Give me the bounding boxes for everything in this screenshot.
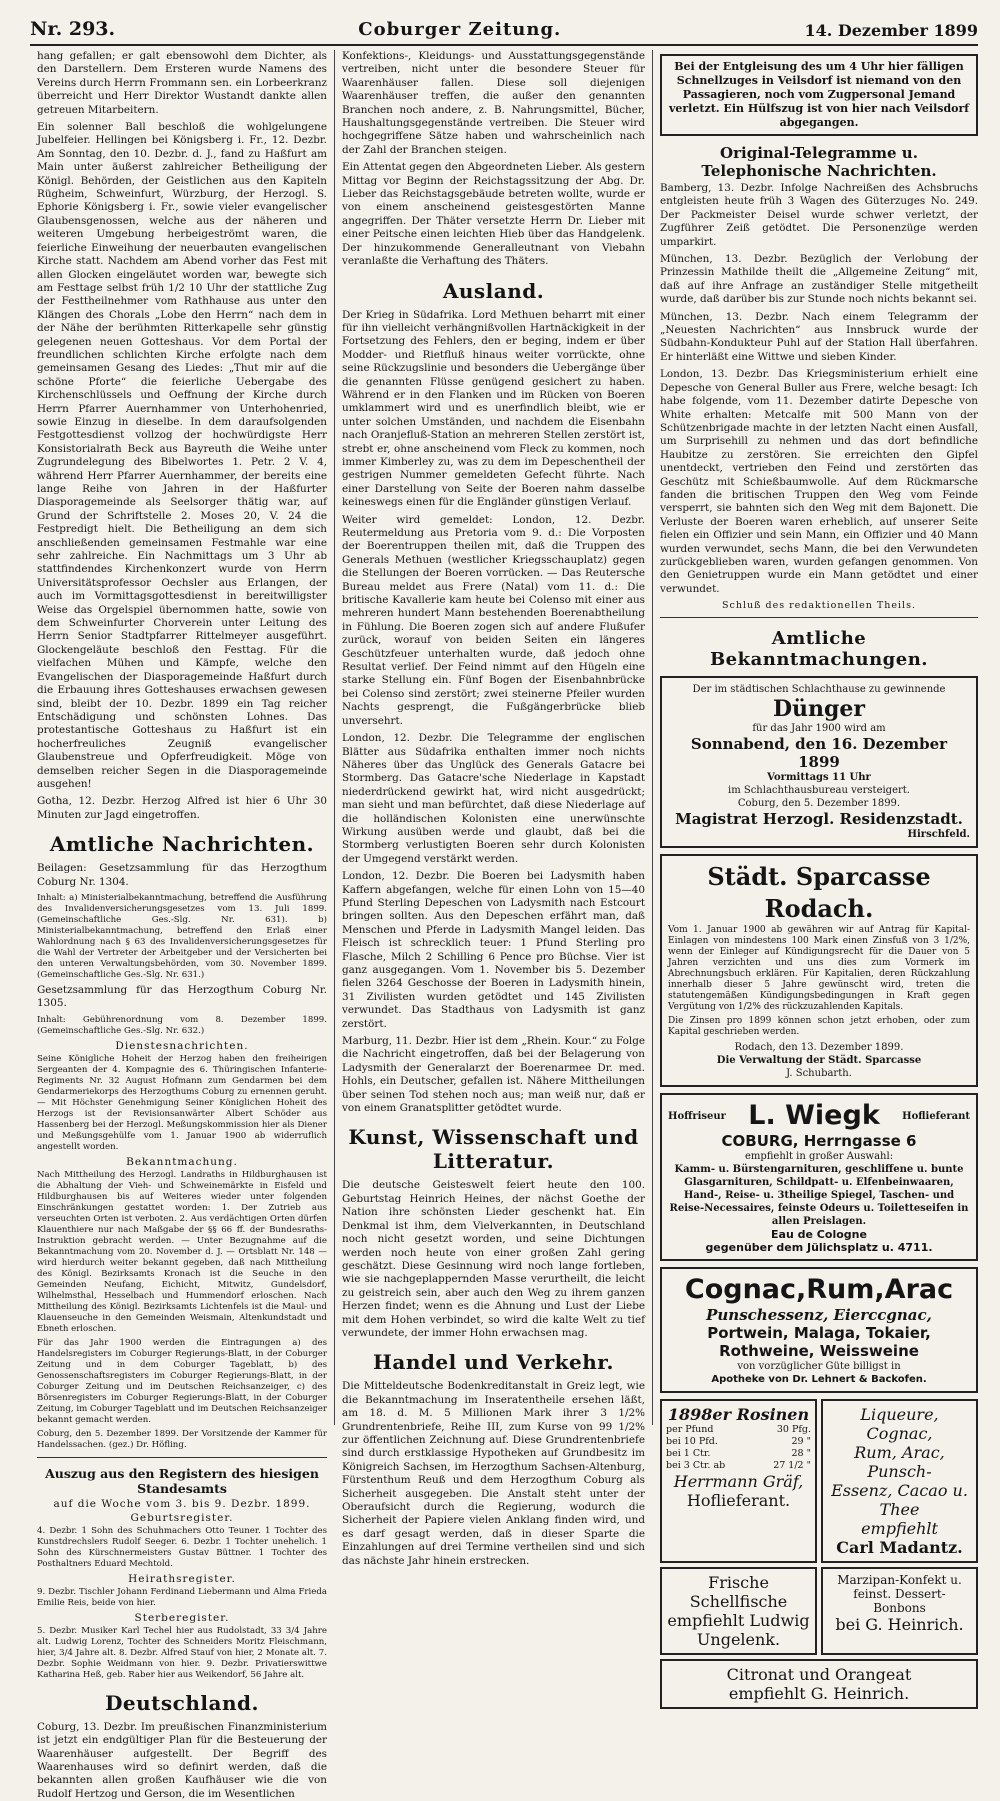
price-list <box>666 1424 811 1472</box>
price-label: bei 3 Ctr. ab <box>666 1460 726 1472</box>
ad-marzipan <box>821 1567 978 1655</box>
ad-duenger <box>660 676 978 848</box>
section-heading-amtliche-bekanntmachungen: Amtliche Bekanntmachungen. <box>709 628 929 671</box>
ad-line: Coburg, den 5. Dezember 1899. <box>737 798 901 810</box>
telegram-paragraph: Bamberg, 13. Dezbr. Infolge Nachreißen des Achsbruchs entgleisten heute früh 3 Wagen des Güterzuges No. 249. Der Packmeister Deisel wurde schwer verletzt, der Zugführer Zeiß getödtet. Die Personenzüge werden umparkirt. <box>660 182 978 248</box>
price-label: bei 10 Pfd. <box>666 1436 718 1448</box>
telegram-paragraph: London, 13. Dezbr. Das Kriegsministerium erhielt eine Depesche von General Buller aus Frere, welche besagt: Ich habe folgende, vom 11. Dezember datirte Depesche von White erhalten: Metcalfe mit 500 Mann von der Schützenbrigade machte in der letzten Nacht einen Ausfall, um Surprisehill zu nehmen und das dort befindliche Haubitze zu zerstören. Sie erreichten den Gipfel unentdeckt, vertrieben den Feind und zerstörten das Geschütz mit Schießbaumwolle. Auf dem Rückmarsche fanden die britischen Truppen den Weg vom Feinde versperrt, sie bahnten sich den Weg mit dem Bajonett. Die Verluste der Boeren waren erheblich, auf unserer Seite fielen ein Offizier und sein Mann, ein Offizier und 40 Mann wurden verwundet, sechs Mann, die bei den Verwundeten zurückgeblieben waren, wurden gefangen genommen. Von den Genietruppen wurde ein Mann getödtet und einer verwundet. <box>660 368 978 595</box>
gesetz-line: Gesetzsammlung für das Herzogthum Coburg Nr. 1305. <box>37 983 327 1010</box>
ad-line: Rum, Arac, Punsch- <box>854 1443 945 1482</box>
ad-name: Hirschfeld. <box>907 829 970 841</box>
small-paragraph: Seine Königliche Hoheit der Herzog haben den freiheirigen Sergeanten der 4. Kompagnie des 6. Thüringischen Infanterie-Regiments Nr. 32 August Hofmann zum Gendarmen bei dem Gendarmeriekorps des Herzogthums Coburg zu ernennen geruht. — Mit Höchster Genehmigung Seiner Königlichen Hoheit des Herzogs ist der Revisionsanwärter Albert Schöder aus Hassenberg bei der Herzogl. Meßungskommission hier als Diener und Meßungsgehülfe vom 1. Januar 1900 ab widerruflich angestellt worden. <box>37 1053 327 1152</box>
article-paragraph: Weiter wird gemeldet: London, 12. Dezbr. Reutermeldung aus Pretoria vom 9. d.: Die Vorposten der Boerentruppen theilen mit, daß die Truppen des Generals Methuen (westlicher Kriegsschauplatz) gegen die Stellungen der Boeren vorrücken. — Das Reutersche Bureau meldet aus Frere (Natal) vom 11. d.: Die britische Kavallerie kam heute bei Colenso mit einer aus mehreren hundert Mann bestehenden Boerenabtheilung in Fühlung. Die Boeren zogen sich auf andere Flußufer zurück, worauf von beiden Seiten ein längeres Geschützfeuer unterhalten wurde, daß jedoch ohne Resultat verlief. Der Feind nimmt auf den Hügeln eine starke Stellung ein. Fünf Bogen der Eisenbahnbrücke bei Colenso sind zerstört; zwei steinerne Pfeiler wurden Nachts gesprengt, die Fußgängerbrücke blieb unversehrt. <box>342 513 645 727</box>
ad-line: gegenüber dem Jülichsplatz u. 4711. <box>705 1241 933 1255</box>
small-ads-row <box>660 1659 978 1709</box>
section-heading-ausland: Ausland. <box>442 278 545 303</box>
ad-sub: empfiehlt Ludwig Ungelenk. <box>667 1611 810 1650</box>
small-paragraph: 9. Dezbr. Tischler Johann Ferdinand Liebermann und Alma Frieda Emilie Reis, beide von hier. <box>37 1586 327 1608</box>
ad-cognac <box>660 1267 978 1393</box>
section-heading-telegramme: Original-Telegramme u. Telephonische Nachrichten. <box>701 144 937 180</box>
subheading-dienst: Dienstesnachrichten. <box>115 1039 249 1052</box>
small-ads-row <box>660 1399 978 1563</box>
ad-line: Apotheke von Dr. Lehnert & Backofen. <box>711 1374 927 1386</box>
ad-text: Vom 1. Januar 1900 ab gewähren wir auf Antrag für Kapital-Einlagen von mindestens 100 Mark einen Zinsfuß von 3 1/2%, wenn der Einleger auf Kündigungsrecht für die Dauer von 5 Jahren verzichten und uns dies zum Vormerk im Abrechnungsbuch erklären. Für Kapitalien, deren Rückzahlung innerhalb dieser 5 Jahre gewünscht wird, treten die statutengemäßen Kündigungsbedingungen in Kraft gegen Vergütung von 1/2% des rückzuzahlenden Kapitals. <box>668 925 970 1013</box>
price-value: 30 Pfg. <box>776 1424 811 1436</box>
ad-line: Rodach, den 13. Dezember 1899. <box>734 1042 904 1054</box>
ad-line: von vorzüglicher Güte billigst in <box>737 1361 901 1373</box>
ad-schellfische <box>660 1567 817 1655</box>
article-paragraph: London, 12. Dezbr. Die Boeren bei Ladysmith haben Kaffern abgefangen, welche für einen Lohn von 15—40 Pfund Sterling Depeschen von Ladysmith nach Estcourt bringen sollten. Aus den Depeschen erfährt man, daß Menschen und Pferde in Ladysmith Mangel leiden. Das Fleisch ist schrecklich teuer: 1 Pfund Sterling pro Flasche, Milch 2 Schilling 6 Pence pro Büchse. Vier ist ganz ausgegangen. Vom 1. November bis 5. Dezember fielen 3264 Geschosse der Boeren in Ladysmith hinein, 31 Zivilisten wurden getödtet und 145 Zivilisten verwundet. Das Stadthaus von Ladysmith ist ganz zerstört. <box>342 870 645 1030</box>
article-paragraph: Gotha, 12. Dezbr. Herzog Alfred ist hier 6 Uhr 30 Minuten zur Jagd eingetroffen. <box>37 795 327 821</box>
price-label: bei 1 Ctr. <box>666 1448 711 1460</box>
ad-left-label: Hoffriseur <box>668 1110 726 1122</box>
end-editorial-note: Schluß des redaktionellen Theils. <box>722 600 916 612</box>
ad-title: Cognac,Rum,Arac <box>684 1274 954 1306</box>
price-row <box>666 1424 811 1436</box>
ad-title: Marzipan-Konfekt u. feinst. Dessert-Bonbons <box>837 1573 962 1616</box>
divider <box>37 1457 327 1458</box>
section-heading-handel: Handel und Verkehr. <box>373 1350 614 1375</box>
article-paragraph: Der Krieg in Südafrika. Lord Methuen beharrt mit einer für ihn vielleicht verhängnißvollen Hartnäckigkeit in der Fortsetzung des Fehlers, den er beging, indem er über Modder- und Rietfluß hinaus weiter vorrückte, ohne seine Rückzugslinie und besonders die Uebergänge über die genannten Flüsse genügend gesichert zu haben. Während er in den Flanken und im Rücken von Boeren umklammert wird und es unerfindlich bleibt, wie er unter solchen Umständen, und nachdem die Eisenbahn nach Oranjefluß-Station an mehreren Stellen zerstört ist, strebt er, ohne anscheinend vom Fleck zu kommen, noch immer Kimberley zu, was zu dem im Depeschentheil der gestrigen Nummer gemeldeten Gefecht führte. Nach einer Darstellung von Seite der Boeren nahm dasselbe keineswegs einen für die Engländer günstigen Verlauf. <box>342 308 645 509</box>
issue-date: 14. Dezember 1899 <box>804 21 978 40</box>
price-value: 29 " <box>791 1436 811 1448</box>
beilagen-line: Beilagen: Gesetzsammlung für das Herzogthum Coburg Nr. 1304. <box>37 862 327 888</box>
ad-line: im Schlachthausbureau versteigert. <box>728 785 910 797</box>
ad-line: Liqueure, Cognac, <box>860 1405 939 1444</box>
heading-standesamt: Auszug aus den Registern des hiesigen Standesamts <box>45 1465 319 1496</box>
ad-sub: bei G. Heinrich. <box>835 1615 964 1635</box>
ad-name: J. Schubarth. <box>786 1068 852 1080</box>
article-paragraph: Die deutsche Geisteswelt feiert heute den 100. Geburtstag Heinrich Heines, der nächst Goethe der Nation ihre schönsten Lieder geschenkt hat. Ein Denkmal ist ihm, dem Vielverkannten, in Deutschland noch nicht gesetzt worden, und seine Dichtungen werden noch heute von einer großen Zahl gering geschätzt. Diese Gesinnung wird noch lange fortleben, wie sie nachgeplappernden Masse verurtheilt, die leicht zu geistreich sein, aber auch den Weg zu ihrem ganzen Herzen findet; wenn es die Ahnung und Lust der Liebe mit dem Hohen verbindet, so wird die kalte Welt zu tief verwundete, der immer Hohn erwachsen mag. <box>342 1179 645 1339</box>
article-paragraph: Konfektions-, Kleidungs- und Ausstattungsgegenstände vertreiben, nicht unter die besondere Steuer für Waarenhäuser fallen. Diese soll diejenigen Waarenhäuser treffen, die außer den genannten Branchen noch andere, z. B. Nahrungsmittel, Bücher, Haushaltungsgegenstände vertreiben. Die Steuer wird hochgegriffene Sätze haben und wahrscheinlich nach der Zahl der Branchen steigen. <box>342 50 645 156</box>
article-paragraph: hang gefallen; er galt ebensowohl dem Dichter, als den Darstellern. Dem Ersteren wurde Namens des Vereins durch Herrn Frommann sen. ein Lorbeerkranz überreicht und Herr Direktor Wustandt dankte allen getreuen Mitarbeitern. <box>37 50 327 116</box>
ad-time: Vormittags 11 Uhr <box>767 772 871 784</box>
ad-title: Frische Schellfische <box>689 1573 788 1612</box>
ad-signature: Magistrat Herzogl. Residenzstadt. <box>675 810 963 829</box>
subheading-heirath: Heirathsregister. <box>128 1572 236 1585</box>
issue-number: Nr. 293. <box>30 18 116 40</box>
small-paragraph: 5. Dezbr. Musiker Karl Techel hier aus Rudolstadt, 33 3/4 Jahre alt. Ludwig Lorenz, Tochter des Schneiders Moritz Fleischmann, hier, 3/4 Jahre alt. 8. Dezbr. Alfred Stauf von hier, 2 Monate alt. 7. Dezbr. Sophie Weidmann von hier. 9. Dezbr. Privatierswittwe Katharina Heß, geb. Raber hier aus Weikendorf, 56 Jahre alt. <box>37 1625 327 1680</box>
ad-rosinen <box>660 1399 817 1563</box>
price-value: 28 " <box>791 1448 811 1460</box>
train-notice-box: Bei der Entgleisung des um 4 Uhr hier fälligen Schnellzuges in Veilsdorf ist niemand von den Passagieren, noch vom Zugpersonal Jemand verletzt. Ein Hülfszug ist von hier nach Veilsdorf abgegangen. <box>660 54 978 136</box>
ad-line: empfiehlt <box>861 1519 938 1539</box>
ad-line: Der im städtischen Schlachthause zu gewinnende <box>692 684 946 696</box>
subheading-sterbe: Sterberegister. <box>134 1611 230 1624</box>
ad-citronat <box>660 1659 978 1709</box>
article-paragraph: London, 12. Dezbr. Die Telegramme der englischen Blätter aus Südafrika enthalten immer noch nichts Näheres über das Unglück des Generals Gatacre bei Stormberg. Das Gatacre'sche Niederlage in Kapstadt niederdrückend gewirkt hat, wird nicht ausgedrückt; man sieht und man befürchtet, daß diese Niederlage auf die holländischen Kolonisten eine unerwünschte Wirkung ausüben werde und glaubt, daß bei die Stormberg verlustigten Boeren sehr durch Kolonisten der Umgegend verstärkt werden. <box>342 732 645 865</box>
telegram-paragraph: München, 13. Dezbr. Bezüglich der Verlobung der Prinzessin Mathilde theilt die „Allgemeine Zeitung“ mit, daß auf ihre Anfrage an zuständiger Stelle mitgetheilt wurde, daß darüber bis zur Stunde noch nichts bekannt sei. <box>660 253 978 306</box>
columns <box>30 50 978 1800</box>
subheading-bekanntmachung: Bekanntmachung. <box>126 1155 238 1168</box>
ad-line: Portwein, Malaga, Tokaier, <box>707 1324 931 1343</box>
ad-line: empfiehlt in großer Auswahl: <box>744 1151 894 1163</box>
price-row <box>666 1460 811 1472</box>
price-value: 27 1/2 " <box>773 1460 811 1472</box>
small-paragraph: Coburg, den 5. Dezember 1899. Der Vorsitzende der Kammer für Handelssachen. (gez.) Dr. Höfling. <box>37 1428 327 1450</box>
ad-title: Citronat und Orangeat <box>726 1665 912 1685</box>
small-paragraph: Inhalt: Gebührenordnung vom 8. Dezember 1899. (Gemeinschaftliche Ges.-Slg. Nr. 632.) <box>37 1014 327 1036</box>
ad-sub: Hoflieferant. <box>686 1491 791 1511</box>
small-paragraph: Inhalt: a) Ministerialbekanntmachung, betreffend die Ausführung des Invalidenversicherungsgesetzes vom 13. Juli 1899. (Gemeinschaftliche Ges.-Slg. Nr. 631). b) Ministerialbekanntmachung, betreffend den Erlaß einer Wahlordnung nach § 63 des Invalidenversicherungsgesetzes für die Wahl der Vertreter der Arbeitgeber und der Versicherten bei den unteren Verwaltungsbehörden, vom 30. November 1899. (Gemeinschaftliche Ges.-Slg. Nr. 631.) <box>37 892 327 980</box>
divider <box>660 617 978 618</box>
section-heading-kunst: Kunst, Wissenschaft und Litteratur. <box>348 1125 639 1174</box>
ad-line: Eau de Cologne <box>771 1228 867 1242</box>
ad-signature: Die Verwaltung der Städt. Sparcasse <box>716 1055 922 1067</box>
price-row <box>666 1448 811 1460</box>
ad-line: Rothweine, Weissweine <box>719 1342 919 1361</box>
ad-wiegk <box>660 1093 978 1261</box>
article-paragraph: Marburg, 11. Dezbr. Hier ist dem „Rhein. Kour.“ zu Folge die Nachricht eingetroffen, daß bei der Belagerung von Ladysmith der Generalarzt der Boerenarmee Dr. med. Hohls, ein Deutscher, gefallen ist. Nähere Mittheilungen über seinen Tod stehen noch aus; man weiß nur, daß er von einem Granatsplitter getödtet wurde. <box>342 1035 645 1115</box>
column-1 <box>30 50 335 1800</box>
telegram-paragraph: München, 13. Dezbr. Nach einem Telegramm der „Neuesten Nachrichten“ aus Innsbruck wurde der Südbahn-Kondukteur Puhl auf der Station Hall überfahren. Er hinterläßt eine Wittwe und sieben Kinder. <box>660 310 978 363</box>
column-2 <box>335 50 653 1567</box>
ad-headline: Dünger <box>772 696 866 723</box>
ad-sub: empfiehlt G. Heinrich. <box>728 1684 910 1704</box>
small-paragraph: 4. Dezbr. 1 Sohn des Schuhmachers Otto Teuner. 1 Tochter des Kunstdrechslers Rudolf Seeger. 6. Dezbr. 1 Tochter unehelich. 1 Sohn des Kürschnermeisters Gustav Büttner. 1 Tochter des Posthaltners Eduard Mechtold. <box>37 1525 327 1569</box>
ad-line: Kamm- u. Bürstengarnituren, geschliffene u. bunte Glasgarnituren, Schildpatt- u. Elfenbeinwaaren, Hand-, Reise- u. 3theilige Spiegel, Taschen- und Reise-Necessaires, feinste Odeurs u. Toiletteseifen in allen Preislagen. <box>669 1164 969 1228</box>
column-3 <box>653 50 978 1704</box>
article-paragraph: Ein solenner Ball beschloß die wohlgelungene Jubelfeier. Hellingen bei Königsberg i. Fr., 12. Dezbr. Am Sonntag, den 10. Dezbr. d. J., fand zu Haßfurt am Main unter äußerst zahlreicher Betheiligung der Königl. Behörden, der Geistlichen aus den Kapiteln Rügheim, Schweinfurt, Würzburg, der Herzogl. S. Ephorie Königsberg i. Fr., sowie vieler evangelischer Glaubensgenossen, welche aus der näheren und weiteren Umgebung herbeigeströmt waren, die feierliche Einweihung der neuerbauten evangelischen Kirche statt. Nachdem am Abend vorher das Fest mit allen Glocken eingeläutet worden war, bewegte sich am Festtage selbst früh 1/2 10 Uhr der stattliche Zug der Festtheilnehmer vom Rathhause aus unter den Klängen des Chorals „Lobe den Herrn“ nach dem in der Nähe der berühmten Ritterkapelle sehr günstig gelegenen neuen Gotteshaus. Vor dem Portal der freundlichen schlichten Kirche erfolgte nach dem gemeinsamen Gesang des Liedes: „Thut mir auf die schöne Pforte“ die feierliche Uebergabe des Kirchenschlüssels und Oeffnung der Kirche durch Herrn Pfarrer Auernhammer von Unterhohenried, sowie Einzug in dieselbe. In dem daraufsolgenden Festgottesdienst vollzog der hochwürdigste Herr Konsistorialrath Beck aus Bayreuth die Weihe unter Zugrundelegung des Bibelwortes 1. Petr. 2 V. 4, während Herr Pfarrer Auernhammer, der bereits eine lange Reihe von Jahren in der Haßfurter Diasporagemeinde als Seelsorger thätig war, auf Grund der Schriftstelle 2. Moses 20, V. 24 die Festpredigt hielt. Die Betheiligung an dem sich anschließenden gemeinsamen Festmahle war eine sehr zahlreiche. Ein Nachmittags um 3 Uhr ab stattfindendes Kirchenkonzert wurde von Herrn Universitätsprofessor Oechsler aus Erlangen, der auch im Vormittagsgottesdienst in bereitwilligster Weise das Orgelspiel übernommen hatte, sowie von dem Schweinfurter Chorverein unter Leitung des Herrn Senior Stadtpfarrer Rittelmeyer ausgeführt. Glockengeläute beschloß den Festtag. Für die vielfachen Mühen und Kämpfe, welche den Evangelischen der Diasporagemeinde Haßfurt durch die Erbauung ihres Gotteshauses erwachsen gewesen sind, bleibt der 10. Dezbr. 1899 ein Tag reicher Entschädigung und schönsten Lohnes. Das protestantische Gotteshaus zu Haßfurt ist ein hocherfreuliches Zeugniß evangelischer Glaubenstreue und Opferfreudigkeit. Möge von demselben reicher Segen in die Diasporagemeinde ausgehen! <box>37 121 327 790</box>
newspaper-title: Coburger Zeitung. <box>358 19 562 40</box>
ad-title: 1898er Rosinen <box>667 1405 810 1425</box>
ad-date: Sonnabend, den 16. Dezember 1899 <box>690 735 948 772</box>
subheading-geburt: Geburtsregister. <box>130 1511 234 1524</box>
article-paragraph: Die Mitteldeutsche Bodenkreditanstalt in Greiz legt, wie die Bekanntmachung im Inseratentheile ersehen läßt, am 18. d. M. 5 Millionen Mark ihrer 3 1/2% Grundrentenbriefe, Reihe III, zum Kurse von 99 1/2% zur öffentlichen Zeichnung auf. Diese Grundrentenbriefe sind durch erstklassige Hypotheken auf Grundbesitz im Königreich Sachsen, im Herzogthum Sachsen-Altenburg, Fürstenthum Reuß und dem Herzogthum Coburg als Sicherheit ausgegeben. Die Anstalt steht unter der Oberaufsicht durch die Regierung, wodurch die Sicherheit der Papiere vielen Anklang finden wird, und es darf gesagt werden, daß in dieser Sparte die Einzahlungen auf drei Termine vertheilen sind und sich das nächste Jahr hinein erstrecken. <box>342 1380 645 1567</box>
masthead <box>30 10 978 46</box>
small-paragraph: Nach Mittheilung des Herzogl. Landraths in Hildburghausen ist die Abhaltung der Vieh- und Schweinemärkte in Eisfeld und Hildburghausen bis auf Weiteres wieder unter folgenden Einschränkungen gestattet worden: 1. Der Zutrieb aus verseuchten Orten ist verboten. 2. Aus verdächtigen Orten dürfen Klauenthiere nur nach Maßgabe der §§ 66 ff. der Bundesraths-Instruktion gebracht werden. — Unter Bezugnahme auf die Bekanntmachung vom 20. November d. J. — Ortsblatt Nr. 148 — wird hierdurch weiter bekannt gegeben, daß nach Mittheilung des Königl. Bezirksamts Kronach ist die Seuche in den Gemeinden Neufang, Eichicht, Mitwitz, Gundelsdorf, Wilhelmsthal, Hesselbach und Hummendorf erloschen. Nach Mittheilung des Königl. Bezirksamts Lichtenfels ist die Maul- und Klauenseuche in den Gemeinden Weismain, Altenkundstadt und Ebneth erloschen. <box>37 1169 327 1334</box>
small-paragraph: Für das Jahr 1900 werden die Eintragungen a) des Handelsregisters im Coburger Regierungs-Blatt, in der Coburger Zeitung und in dem Coburger Tageblatt, b) des Genossenschaftsregisters im Coburger Regierungs-Blatt, in der Coburger Zeitung und im Deutschen Reichsanzeiger, c) des Börsenregisters im Coburger Regierungs-Blatt, in der Coburger Zeitung, im Coburger Tageblatt und im Deutschen Reichsanzeiger bekannt gemacht werden. <box>37 1337 327 1425</box>
small-ads-row <box>660 1567 978 1655</box>
price-row <box>666 1436 811 1448</box>
ad-text: Die Zinsen pro 1899 können schon jetzt erhoben, oder zum Kapital geschrieben werden. <box>668 1016 970 1038</box>
ad-name: Carl Madantz. <box>836 1538 963 1558</box>
ad-right-label: Hoflieferant <box>902 1110 970 1122</box>
ad-line: Punschessenz, Eierccgnac, <box>706 1306 932 1325</box>
ad-address: COBURG, Herrngasse 6 <box>721 1132 917 1151</box>
article-paragraph: Coburg, 13. Dezbr. Im preußischen Finanzministerium ist jetzt ein endgültiger Plan für die Besteuerung der Waarenhäuser aufgestellt. Der Begriff des Waarenhauses wird so definirt werden, daß die bekannten allen großen Kaufhäuser wie die von Rudolf Hertzog und Gerson, die im Wesentlichen <box>37 1720 327 1800</box>
ad-title: L. Wiegk <box>748 1100 880 1132</box>
standesamt-subtitle: auf die Woche vom 3. bis 9. Dezbr. 1899. <box>53 1497 311 1510</box>
ad-sparcasse <box>660 854 978 1087</box>
ad-liqueure <box>821 1399 978 1563</box>
price-label: per Pfund <box>666 1424 714 1436</box>
section-heading-amtliche-nachrichten: Amtliche Nachrichten. <box>49 832 315 857</box>
ad-line: Essenz, Cacao u. Thee <box>831 1481 968 1520</box>
section-heading-deutschland: Deutschland. <box>105 1690 259 1715</box>
ad-line: für das Jahr 1900 wird am <box>752 723 886 735</box>
article-paragraph: Ein Attentat gegen den Abgeordneten Lieber. Als gestern Mittag vor Beginn der Reichstagssitzung der Abg. Dr. Lieber das Reichstagsgebäude betreten wollte, wurde er von einem anscheinend geistesgestörten Manne angegriffen. Der Thäter versetzte Herrn Dr. Lieber mit einer Peitsche einen leichten Hieb über das Handgelenk. Der hinzukommende Generalleutnant von Viebahn veranlaßte die Verhaftung des Thäters. <box>342 161 645 268</box>
ad-title: Städt. Sparcasse Rodach. <box>707 862 931 924</box>
ad-seller: Herrmann Gräf, <box>673 1472 804 1492</box>
